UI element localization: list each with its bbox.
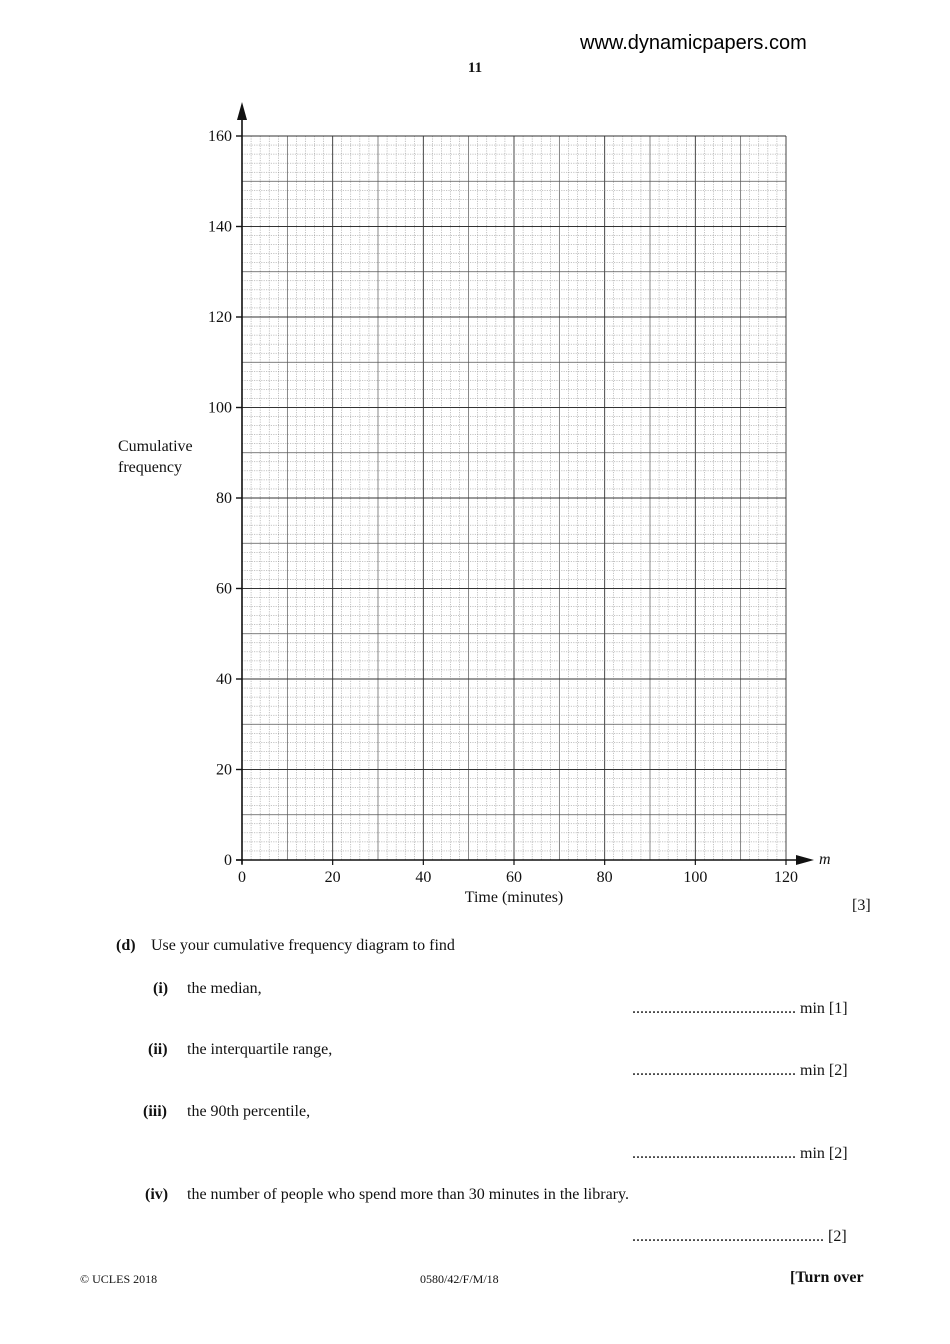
footer-paper-code: 0580/42/F/M/18 — [420, 1272, 499, 1286]
x-variable-label: m — [819, 851, 831, 868]
x-tick-label: 40 — [415, 869, 432, 886]
x-axis-title: Time (minutes) — [464, 889, 564, 906]
chart-marks: [3] — [852, 897, 871, 914]
question-text: Use your cumulative frequency diagram to find — [151, 937, 455, 954]
y-axis-arrow — [237, 102, 247, 120]
y-tick-label: 160 — [208, 128, 232, 145]
page-number: 11 — [467, 60, 483, 76]
question-label: (d) — [116, 937, 136, 954]
x-axis-arrow — [796, 855, 814, 865]
y-tick-label: 60 — [216, 580, 232, 598]
y-axis-title: Cumulative frequency — [118, 438, 193, 476]
y-tick-label: 40 — [216, 671, 232, 688]
part-i-answer-line[interactable]: ......................................... min [1] — [632, 1000, 848, 1017]
part-iv-label: (iv) — [145, 1186, 169, 1203]
x-tick-label: 60 — [506, 869, 522, 886]
part-iii-text: the 90th percentile, — [187, 1103, 311, 1120]
y-tick-label: 20 — [216, 761, 232, 779]
part-ii-label: (ii) — [148, 1041, 168, 1058]
y-tick-label: 80 — [216, 490, 232, 507]
watermark-url: www.dynamicpapers.com — [580, 32, 807, 54]
grid-lines — [242, 136, 786, 860]
x-tick-label: 120 — [774, 869, 798, 886]
part-iv-answer-line[interactable]: ................................................ [2] — [632, 1228, 847, 1245]
part-ii-text: the interquartile range, — [187, 1041, 333, 1058]
turn-over: [Turn over — [790, 1269, 864, 1286]
part-ii-answer-line[interactable]: ......................................... min [2] — [632, 1062, 848, 1079]
y-tick-label: 0 — [224, 852, 232, 869]
part-iv-text: the number of people who spend more than 30 minutes in the library. — [187, 1186, 629, 1203]
part-iii-label: (iii) — [143, 1103, 167, 1120]
y-tick-label: 140 — [208, 218, 232, 236]
y-tick-label: 100 — [208, 399, 232, 417]
x-tick-label: 0 — [238, 869, 246, 886]
part-iii-answer-line[interactable]: ......................................... min [2] — [632, 1145, 848, 1162]
y-tick-label: 120 — [208, 309, 232, 326]
part-i-label: (i) — [153, 980, 169, 997]
x-tick-label: 80 — [596, 869, 613, 886]
axes — [236, 102, 814, 865]
x-tick-label: 20 — [324, 869, 341, 886]
x-tick-label: 100 — [683, 869, 708, 886]
footer-copyright: © UCLES 2018 — [80, 1272, 158, 1286]
part-i-text: the median, — [187, 980, 262, 997]
